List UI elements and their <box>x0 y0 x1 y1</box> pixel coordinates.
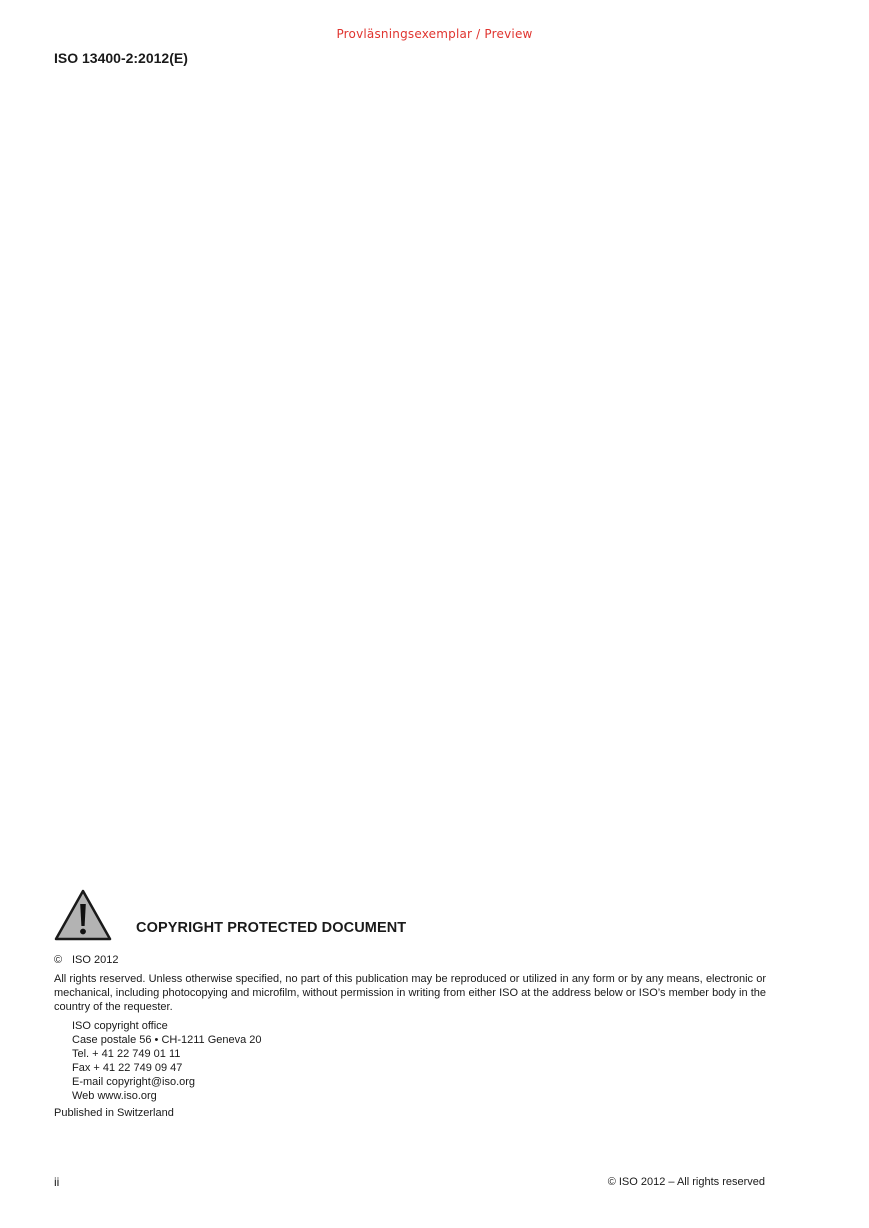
footer-copyright: © ISO 2012 – All rights reserved <box>607 1176 765 1188</box>
copyright-year: ISO 2012 <box>72 954 119 966</box>
copyright-year-line <box>54 954 766 966</box>
copyright-title: COPYRIGHT PROTECTED DOCUMENT <box>136 920 407 936</box>
copyright-heading-row <box>54 889 766 941</box>
copyright-block <box>54 889 766 1119</box>
address-line: ISO copyright office <box>72 1020 168 1032</box>
address-block <box>54 1019 766 1103</box>
preview-banner: Provläsningsexemplar / Preview <box>336 27 533 41</box>
address-line: Fax + 41 22 749 09 47 <box>72 1062 183 1074</box>
address-line: Tel. + 41 22 749 01 11 <box>72 1048 181 1060</box>
address-line: E-mail copyright@iso.org <box>72 1076 196 1088</box>
address-line: Case postale 56 • CH-1211 Geneva 20 <box>72 1034 262 1046</box>
page-number: ii <box>54 1175 60 1189</box>
address-line: Web www.iso.org <box>72 1090 157 1102</box>
published-location: Published in Switzerland <box>54 1107 174 1119</box>
rights-text: All rights reserved. Unless otherwise specified, no part of this publication may be reproduced or utilized in any form or by any means, electronic or mechanical, including photocopying and microfilm, without permission in writing from either ISO at the address below or ISO’s member body in the country of the requester. <box>54 973 766 1013</box>
warning-triangle-icon <box>54 889 112 941</box>
copyright-symbol: © <box>54 954 63 966</box>
document-id: ISO 13400-2:2012(E) <box>54 50 188 66</box>
